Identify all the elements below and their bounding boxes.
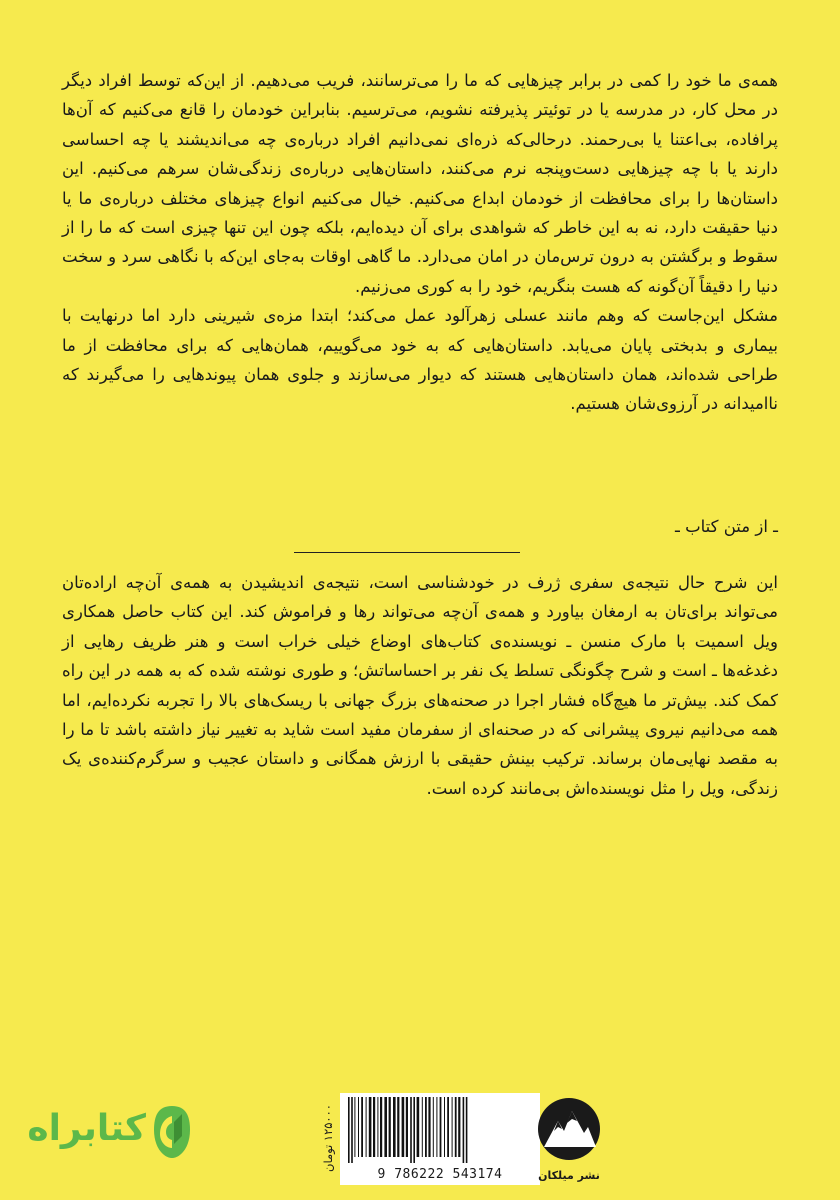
- publisher-logo: [536, 1091, 602, 1189]
- barcode-bar: [377, 1097, 378, 1157]
- barcode-bar: [410, 1097, 412, 1163]
- barcode-bar: [406, 1097, 408, 1157]
- barcode-bar: [361, 1097, 363, 1157]
- quote-paragraph: مشکل این‌جاست که وهم مانند عسلی زهرآلود عمل می‌کند؛ ابتدا مزه‌ی شیرینی دارد اما درنهایت با بیماری و بدبختی پایان می‌یابد. داستان‌هایی که به خود می‌گوییم، همان‌هایی که برای محافظت از ما طراحی شده‌اند، همان داستان‌هایی هستند که دیوار می‌سازند و جلوی همان پیوندهایی را می‌گیرند که ناامیدانه در آرزوی‌شان هستیم.: [62, 306, 778, 414]
- barcode-bar: [393, 1097, 396, 1157]
- publisher-name: نشر میلکان: [538, 1169, 600, 1182]
- quote-paragraph: همه‌ی ما خود را کمی در برابر چیزهایی که ما را می‌ترسانند، فریب می‌دهیم. از این‌که توسط افراد دیگر در محل کار، در مدرسه یا در توئیتر پذیرفته نشویم، می‌ترسیم. بنابراین خودمان را قانع می‌کنیم که آن‌ها پرافاده، بی‌اعتنا یا بی‌رحمند. درحالی‌که ذره‌ای نمی‌دانیم افراد درباره‌ی چه می‌اندیشند یا چه احساسی دارند یا با چه چیزهایی دست‌وپنجه نرم می‌کنند، داستان‌هایی درباره‌ی زندگی‌شان سرهم می‌کنیم. این داستان‌ها را برای محافظت از خودمان ابداع می‌کنیم. خیال می‌کنیم انواع چیزهای مختلف درباره‌ی ما یا دنیا حقیقت دارد، نه به این خاطر که شواهدی برای آن دیده‌ایم، بلکه چون این تنها چیزی است که ما را از سقوط و برگشتن به درون ترس‌مان در امان می‌دارد. ما گاهی اوقات به‌جای این‌که با نگاهی سرد و سخت دنیا را دقیقاً آن‌گونه که هست بنگریم، خود را به کوری می‌زنیم.: [62, 71, 778, 296]
- barcode-bar: [358, 1097, 359, 1157]
- barcode-bar: [433, 1097, 434, 1157]
- barcode-bar: [366, 1097, 367, 1157]
- price-label: ۱۲۵۰۰۰ تومان: [321, 1104, 335, 1172]
- book-description: [62, 568, 778, 803]
- barcode-bar: [463, 1097, 465, 1163]
- ketabrah-wordmark: کتابراه: [27, 1108, 146, 1149]
- barcode-bar: [425, 1097, 427, 1157]
- barcode-bar: [455, 1097, 457, 1157]
- barcode-bar: [402, 1097, 405, 1157]
- barcode-bar: [369, 1097, 372, 1157]
- quote-attribution: ـ از متن کتاب ـ: [675, 517, 778, 536]
- barcode-bar: [384, 1097, 387, 1157]
- barcode-area: [318, 1091, 540, 1187]
- barcode-bar: [397, 1097, 399, 1157]
- barcode-bar: [413, 1097, 415, 1163]
- barcode-bar: [422, 1097, 423, 1157]
- barcode-bar: [428, 1097, 430, 1157]
- isbn-number: 9 786222 543174: [340, 1165, 540, 1185]
- barcode-bar: [389, 1097, 391, 1157]
- section-divider: [294, 552, 520, 553]
- description-paragraph: این شرح حال نتیجه‌ی سفری ژرف در خودشناسی است، نتیجه‌ی اندیشیدن به همه‌ی آن‌چه اراده‌تان می‌تواند برای‌تان به ارمغان بیاورد و همه‌ی آن‌چه می‌تواند رها و فراموش کند. این کتاب حاصل همکاری ویل اسمیت با مارک منسن ـ نویسنده‌ی کتاب‌های اوضاع خیلی خراب است و هنر ظریف رهایی از دغدغه‌ها ـ است و شرح چگونگی تسلط یک نفر بر احساساتش؛ و طوری نوشته شده که به همه در این راه کمک کند. بیش‌تر ما هیچ‌گاه فشار اجرا در صحنه‌های بزرگ جهانی با ریسک‌های بالا را تجربه نکرده‌ایم، اما همه می‌دانیم نیروی پیشرانی که در صحنه‌ای از سفرمان مفید است شاید به تغییر نیاز داشته باشد تا ما را به مقصد نهایی‌مان برساند. ترکیب بینش حقیقی با ارزش همگانی و داستان عجیب و سرگرم‌کننده‌ی یک زندگی، ویل را مثل نویسنده‌اش بی‌مانند کرده است.: [62, 573, 778, 798]
- barcode-bar: [452, 1097, 453, 1157]
- barcode-bar: [351, 1097, 353, 1163]
- barcode-bar: [354, 1097, 355, 1157]
- barcode-bar: [447, 1097, 449, 1157]
- barcode-bar: [436, 1097, 437, 1157]
- barcode-bar: [466, 1097, 468, 1163]
- barcode-bar: [444, 1097, 445, 1157]
- book-leaf-icon: [152, 1102, 192, 1162]
- book-quote-excerpt: [62, 66, 778, 419]
- barcode-bar: [458, 1097, 460, 1157]
- ketabrah-logo: [27, 1100, 192, 1164]
- barcode-bar: [380, 1097, 382, 1157]
- barcode-bar: [440, 1097, 442, 1157]
- barcode-bar: [417, 1097, 420, 1157]
- mountain-logo-icon: [536, 1091, 602, 1167]
- isbn-barcode: [340, 1093, 540, 1165]
- barcode-bar: [348, 1097, 350, 1163]
- barcode-bar: [373, 1097, 375, 1157]
